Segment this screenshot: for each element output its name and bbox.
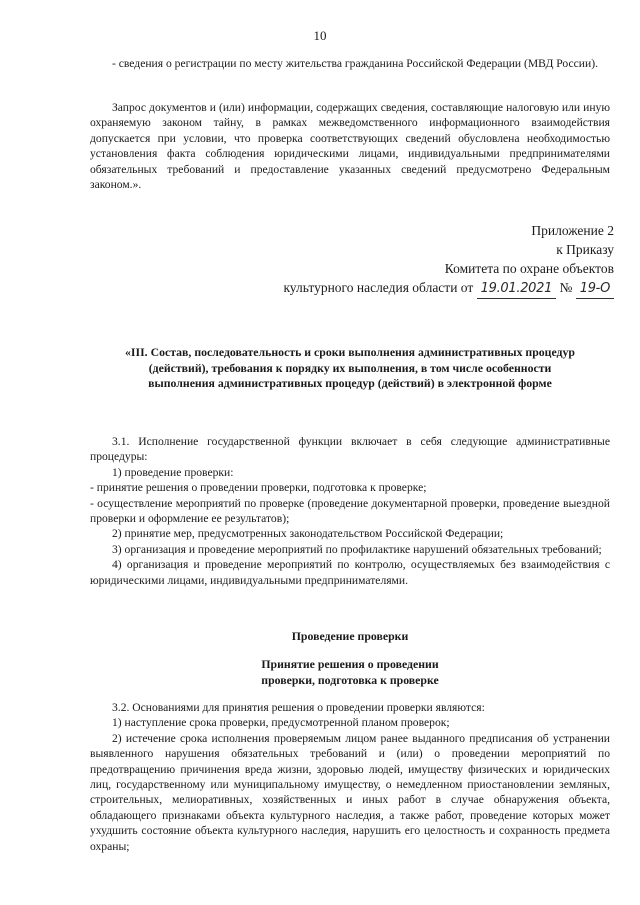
section-3-1-p6: 3) организация и проведение мероприятий по профилактике нарушений обязательных требований; (112, 542, 602, 556)
section-3-1 (90, 434, 610, 588)
section-3-1-p3: - принятие решения о проведении проверки, подготовка к проверке; (90, 481, 427, 495)
section-3-2-p2: 1) наступление срока проверки, предусмотренной планом проверок; (112, 716, 450, 730)
number-sign: № (559, 280, 573, 295)
section-3-2-p1: 3.2. Основаниями для принятия решения о проведении проверки являются: (112, 701, 485, 714)
heading-proverka: Проведение проверки (291, 629, 409, 643)
appendix-line-3: Комитета по охране объектов (444, 261, 614, 276)
handwritten-date: 19.01.2021 (477, 279, 556, 299)
page-number: 10 (313, 28, 327, 43)
appendix-line-4 (194, 278, 614, 299)
section-3-2 (90, 700, 610, 854)
appendix-line-2: к Приказу (556, 242, 614, 257)
intro-block-1 (90, 56, 610, 71)
heading-prinyatie-resheniya (240, 657, 460, 688)
appendix-header (194, 221, 614, 299)
section-3-2-p3: 2) истечение срока исполнения проверяемым лицом ранее выданного предписания об устранении выявленного нарушения обязательных требований и (или) о проведении мероприятий по предотвращению причинения вреда жизни, здоровью людей, имуществу физических и юридических лиц, государственному или муниципальному имуществу, о немедленном приостановлении земляных, строительных, мелиоративных, хозяйственных и иных работ в случае обнаружения объекта, обладающего признаками объекта культурного наследия, а также работ, проведение которых может ухудшить состояние объекта культурного наследия, нарушить его целостность и сохранность предмета охраны; (90, 731, 610, 853)
heading-prinyatie-text: Принятие решения о проведении проверки, подготовка к проверке (261, 657, 439, 687)
intro-paragraph-2: Запрос документов и (или) информации, содержащих сведения, составляющие налоговую или иную охраняемую законом тайну, в рамках межведомственного информационного взаимодействия допускается при условии, что проверка соответствующих сведений обусловлена необходимостью установления факта соблюдения юридическими лицами, индивидуальными предпринимателями обязательных требований и предоставление указанных сведений предусмотрено Федеральным законом.». (90, 101, 610, 192)
section-3-1-p1: 3.1. Исполнение государственной функции включает в себя следующие административные процедуры: (90, 435, 610, 464)
handwritten-number: 19-О (576, 279, 614, 299)
intro-paragraph-1: - сведения о регистрации по месту жительства гражданина Российской Федерации (МВД России). (112, 57, 598, 70)
section-3-1-p7: 4) организация и проведение мероприятий по контролю, осуществляемых без взаимодействия с юридическими лицами, индивидуальными предпринимателями. (90, 558, 610, 587)
section-3-1-p4: - осуществление мероприятий по проверке (проведение документарной проверки, проведение выездной проверки и оформление ее результатов); (90, 496, 610, 526)
appendix-line-4-prefix: культурного наследия области от (283, 280, 474, 295)
section-3-1-p5: 2) принятие мер, предусмотренных законодательством Российской Федерации; (112, 527, 504, 541)
section-title: «III. Состав, последовательность и сроки выполнения административных процедур (действий), требования к порядку их выполнения, в том числе особенности выполнения административных процедур (действий) в электронной форме (125, 345, 575, 391)
appendix-line-1: Приложение 2 (531, 223, 614, 238)
section-3-1-p2: 1) проведение проверки: (112, 465, 234, 479)
intro-block-2 (90, 100, 610, 192)
